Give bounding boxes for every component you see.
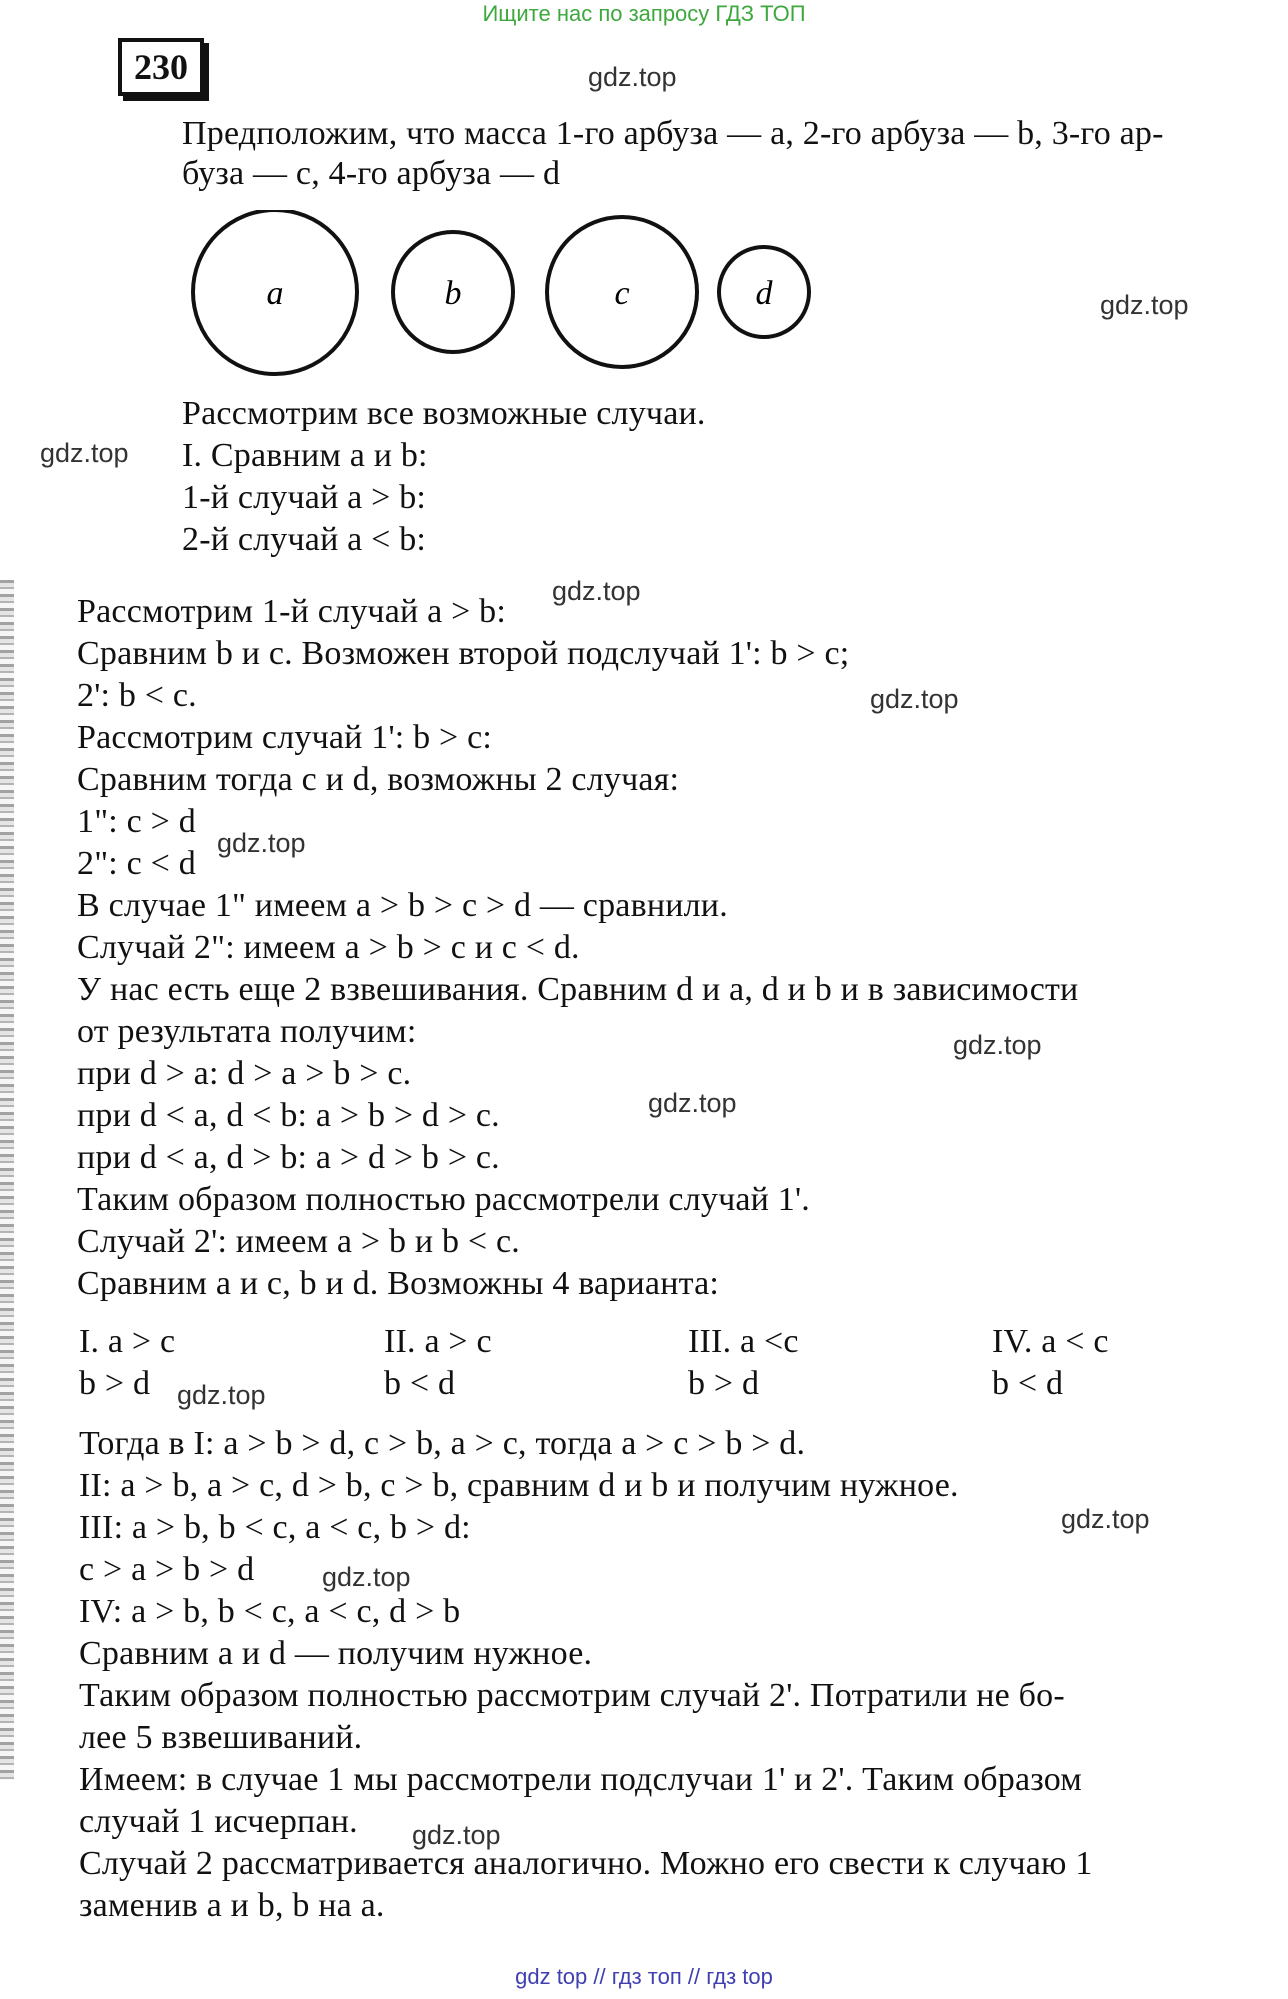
body-line-12: при d > a: d > a > b > c. [77, 1055, 412, 1092]
body-line-10: У нас есть еще 2 взвешивания. Сравним d и a, d и b и в зависимости [77, 971, 1079, 1008]
cases-line-1: Рассмотрим все возможные случаи. [182, 395, 706, 432]
body-line-3: 2': b < c. [77, 677, 197, 714]
circle-label-b: b [444, 275, 462, 312]
body-line-2: Сравним b и c. Возможен второй подслучай 1': b > c; [77, 635, 850, 672]
conclusion-line-11: Случай 2 рассматривается аналогично. Можно его свести к случаю 1 [79, 1845, 1093, 1882]
conclusion-line-12: заменив a и b, b на a. [79, 1887, 385, 1924]
body-line-13: при d < a, d < b: a > b > d > c. [77, 1097, 500, 1134]
intro-line-1: Предположим, что масса 1-го арбуза — a, 2-го арбуза — b, 3-го ар- [182, 115, 1164, 152]
watermark: gdz.top [953, 1030, 1042, 1060]
conclusion-line-4: c > a > b > d [79, 1551, 255, 1588]
conclusion-line-10: случай 1 исчерпан. [79, 1803, 358, 1840]
watermark: gdz.top [648, 1088, 737, 1118]
variant-2-top: II. a > c [384, 1323, 492, 1360]
conclusion-line-2: II: a > b, a > c, d > b, c > b, сравним d и b и получим нужное. [79, 1467, 959, 1504]
cases-line-3: 1-й случай a > b: [182, 479, 427, 516]
scan-edge-artifact [0, 580, 14, 1780]
body-line-7: 2": c < d [77, 845, 196, 882]
watermark: gdz.top [177, 1380, 266, 1410]
watermark: gdz.top [412, 1820, 501, 1850]
watermark: gdz.top [40, 438, 129, 468]
body-line-8: В случае 1" имеем a > b > c > d — сравнили. [77, 887, 728, 924]
variant-1-bottom: b > d [79, 1365, 151, 1402]
conclusion-line-3: III: a > b, b < c, a < c, b > d: [79, 1509, 471, 1546]
body-line-9: Случай 2": имеем a > b > c и c < d. [77, 929, 580, 966]
conclusion-line-6: Сравним a и d — получим нужное. [79, 1635, 593, 1672]
variant-4-bottom: b < d [992, 1365, 1064, 1402]
circle-label-d: d [755, 275, 773, 312]
cases-line-4: 2-й случай a < b: [182, 521, 427, 558]
watermark: gdz.top [1100, 290, 1189, 320]
watermark: gdz.top [588, 62, 677, 92]
variant-4-top: IV. a < c [992, 1323, 1109, 1360]
circle-b [393, 232, 513, 352]
conclusion-line-9: Имеем: в случае 1 мы рассмотрели подслучаи 1' и 2'. Таким образом [79, 1761, 1082, 1798]
problem-number: 230 [118, 38, 204, 96]
circle-c [547, 217, 697, 367]
top-banner[interactable]: Ищите нас по запросу ГДЗ ТОП [482, 1, 806, 26]
watermelon-circles [180, 210, 860, 380]
intro-line-2: буза — c, 4-го арбуза — d [182, 155, 561, 192]
conclusion-line-1: Тогда в I: a > b > d, c > b, a > c, тогда a > c > b > d. [79, 1425, 806, 1462]
circle-a [193, 210, 357, 374]
circle-d [719, 247, 809, 337]
body-line-16: Случай 2': имеем a > b и b < c. [77, 1223, 520, 1260]
body-line-4: Рассмотрим случай 1': b > c: [77, 719, 493, 756]
body-line-17: Сравним a и c, b и d. Возможны 4 варианта: [77, 1265, 720, 1302]
cases-line-2: I. Сравним a и b: [182, 437, 428, 474]
variant-3-bottom: b > d [688, 1365, 760, 1402]
variant-1-top: I. a > c [79, 1323, 176, 1360]
body-line-15: Таким образом полностью рассмотрели случай 1'. [77, 1181, 810, 1218]
conclusion-line-5: IV: a > b, b < c, a < c, d > b [79, 1593, 461, 1630]
conclusion-line-7: Таким образом полностью рассмотрим случай 2'. Потратили не бо- [79, 1677, 1065, 1714]
watermark: gdz.top [1061, 1504, 1150, 1534]
variant-2-bottom: b < d [384, 1365, 456, 1402]
variant-3-top: III. a <c [688, 1323, 799, 1360]
body-line-6: 1": c > d [77, 803, 196, 840]
watermark: gdz.top [322, 1562, 411, 1592]
body-line-1: Рассмотрим 1-й случай a > b: [77, 593, 507, 630]
footer-links[interactable]: gdz top // гдз топ // гдз top [515, 1964, 773, 1989]
body-line-5: Сравним тогда c и d, возможны 2 случая: [77, 761, 680, 798]
body-line-14: при d < a, d > b: a > d > b > c. [77, 1139, 500, 1176]
watermark: gdz.top [870, 684, 959, 714]
circle-label-c: c [614, 275, 630, 312]
body-line-11: от результата получим: [77, 1013, 417, 1050]
conclusion-line-8: лее 5 взвешиваний. [79, 1719, 363, 1756]
watermark: gdz.top [217, 828, 306, 858]
watermark: gdz.top [552, 576, 641, 606]
circle-label-a: a [266, 275, 284, 312]
